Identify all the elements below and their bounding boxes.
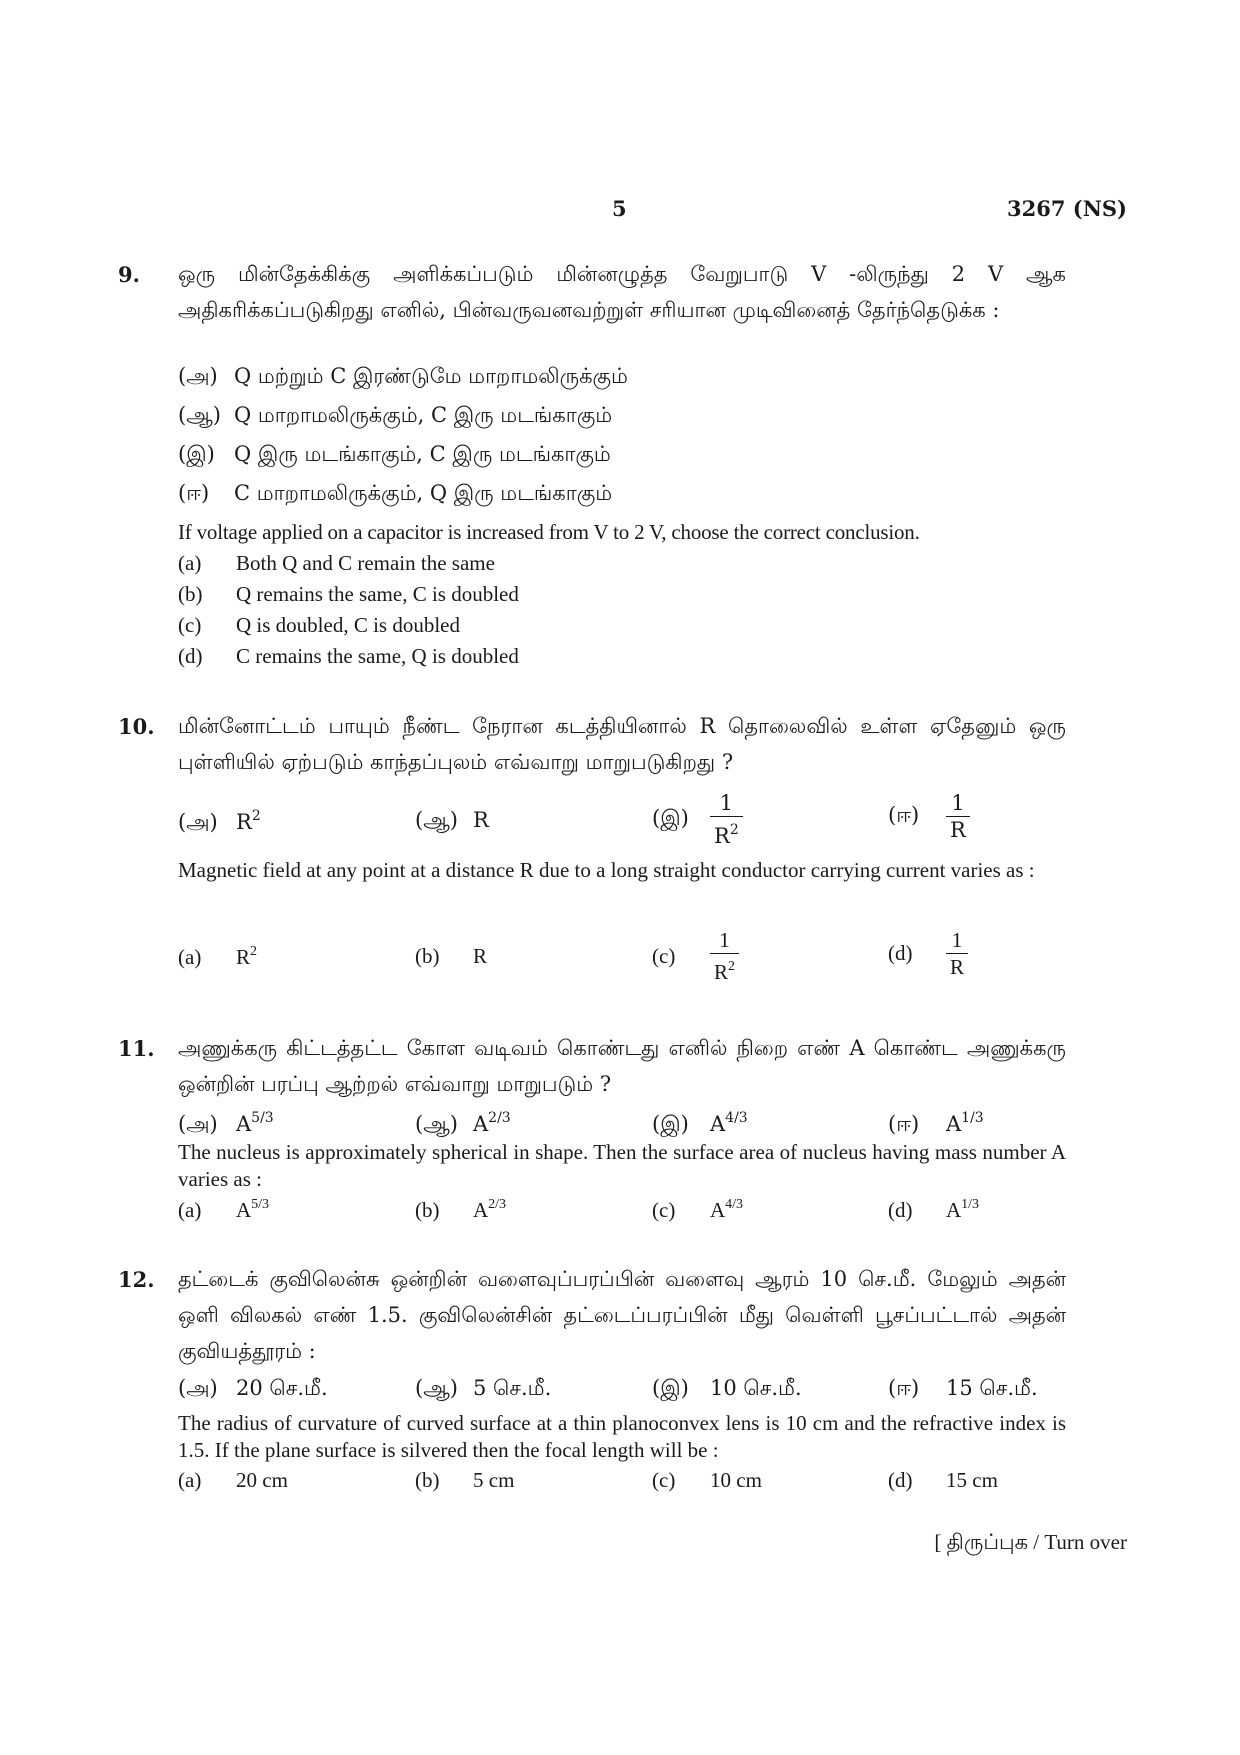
q9-number: 9. xyxy=(118,262,140,287)
q12-tamil-option-c: (இ) 10 செ.மீ. xyxy=(652,1376,802,1400)
q11-tamil-option-b: (ஆ) $A^{2/3}$ xyxy=(415,1110,511,1136)
q10-number: 10. xyxy=(118,714,155,739)
q10-english-option-b: (b) R xyxy=(415,944,488,968)
q11-tamil-option-c: (இ) $A^{4/3}$ xyxy=(652,1110,748,1136)
page-number: 5 xyxy=(612,196,627,221)
q11-tamil-question: அணுக்கரு கிட்டத்தட்ட கோள வடிவம் கொண்டது எனில் நிறை எண் A கொண்ட அணுக்கரு ஒன்றின் பரப்பு ஆற்றல் எவ்வாறு மாறுபடும் ? xyxy=(178,1036,1066,1096)
q10-tamil-option-b: (ஆ) R xyxy=(415,808,489,832)
q9-tamil-option-d: (ஈ) C மாறாமலிருக்கும், Q இரு மடங்காகும் xyxy=(178,481,613,505)
q9-english-option-b: (b) Q remains the same, C is doubled xyxy=(178,582,519,606)
q12-number: 12. xyxy=(118,1267,155,1292)
q11-english-option-b: (b) $A^{2/3}$ xyxy=(415,1197,507,1222)
paper-code: 3267 (NS) xyxy=(1007,196,1127,221)
q9-tamil-option-c: (இ) Q இரு மடங்காகும், C இரு மடங்காகும் xyxy=(178,442,611,466)
q9-english-option-d: (d) C remains the same, Q is doubled xyxy=(178,644,519,668)
q11-tamil-option-a: (அ) $A^{5/3}$ xyxy=(178,1110,274,1136)
q12-tamil-option-d: (ஈ) 15 செ.மீ. xyxy=(888,1376,1038,1400)
q12-english-option-a: (a) 20 cm xyxy=(178,1468,288,1492)
q10-english-option-c: (c) $\frac{1}{R^2}$ xyxy=(652,927,739,985)
q10-english-option-a: (a) $R^2$ xyxy=(178,944,258,969)
q11-english-question: The nucleus is approximately spherical in shape. Then the surface area of nucleus having mass number A varies as : xyxy=(178,1140,1066,1191)
q11-tamil-option-d: (ஈ) $A^{1/3}$ xyxy=(888,1110,984,1136)
q10-tamil-option-a: (அ) $R^2$ xyxy=(178,808,261,834)
q10-english-question: Magnetic field at any point at a distance R due to a long straight conductor carrying current varies as : xyxy=(178,858,1035,882)
q10-tamil-option-d: (ஈ) $\frac{1}{R}$ xyxy=(888,790,970,843)
q12-english-option-d: (d) 15 cm xyxy=(888,1468,998,1492)
q11-number: 11. xyxy=(118,1036,155,1061)
q12-english-question: The radius of curvature of curved surface at a thin planoconvex lens is 10 cm and the refractive index is 1.5. If the plane surface is silvered then the focal length will be : xyxy=(178,1411,1066,1462)
q12-tamil-option-b: (ஆ) 5 செ.மீ. xyxy=(415,1376,552,1400)
q9-english-question: If voltage applied on a capacitor is increased from V to 2 V, choose the correct conclusion. xyxy=(178,520,920,544)
q12-english-option-b: (b) 5 cm xyxy=(415,1468,515,1492)
q9-english-option-a: (a) Both Q and C remain the same xyxy=(178,551,495,575)
q12-tamil-question: தட்டைக் குவிலென்சு ஒன்றின் வளைவுப்பரப்பின் வளைவு ஆரம் 10 செ.மீ. மேலும் அதன் ஒளி விலகல் எண் 1.5. குவிலென்சின் தட்டைப்பரப்பின் மீது வெள்ளி பூசப்பட்டால் அதன் குவியத்தூரம் : xyxy=(178,1267,1066,1363)
q11-english-option-d: (d) $A^{1/3}$ xyxy=(888,1197,980,1222)
q11-english-option-c: (c) $A^{4/3}$ xyxy=(652,1197,744,1222)
turn-over-note: [ திருப்புக / Turn over xyxy=(934,1530,1127,1554)
q12-tamil-option-a: (அ) 20 செ.மீ. xyxy=(178,1376,328,1400)
q9-tamil-question: ஒரு மின்தேக்கிக்கு அளிக்கப்படும் மின்னழுத்த வேறுபாடு V -லிருந்து 2 V ஆக அதிகரிக்கப்படுகிறது எனில், பின்வருவனவற்றுள் சரியான முடிவினைத் தேர்ந்தெடுக்க : xyxy=(178,262,1066,322)
q10-tamil-question: மின்னோட்டம் பாயும் நீண்ட நேரான கடத்தியினால் R தொலைவில் உள்ள ஏதேனும் ஒரு புள்ளியில் ஏற்படும் காந்தப்புலம் எவ்வாறு மாறுபடுகிறது ? xyxy=(178,714,1066,774)
q9-tamil-option-b: (ஆ) Q மாறாமலிருக்கும், C இரு மடங்காகும் xyxy=(178,403,613,427)
q10-tamil-option-c: (இ) $\frac{1}{R^2}$ xyxy=(652,790,743,849)
q9-tamil-option-a: (அ) Q மற்றும் C இரண்டுமே மாறாமலிருக்கும் xyxy=(178,364,628,388)
q12-english-option-c: (c) 10 cm xyxy=(652,1468,762,1492)
q11-english-option-a: (a) $A^{5/3}$ xyxy=(178,1197,270,1222)
q9-english-option-c: (c) Q is doubled, C is doubled xyxy=(178,613,460,637)
q10-english-option-d: (d) $\frac{1}{R}$ xyxy=(888,927,968,980)
